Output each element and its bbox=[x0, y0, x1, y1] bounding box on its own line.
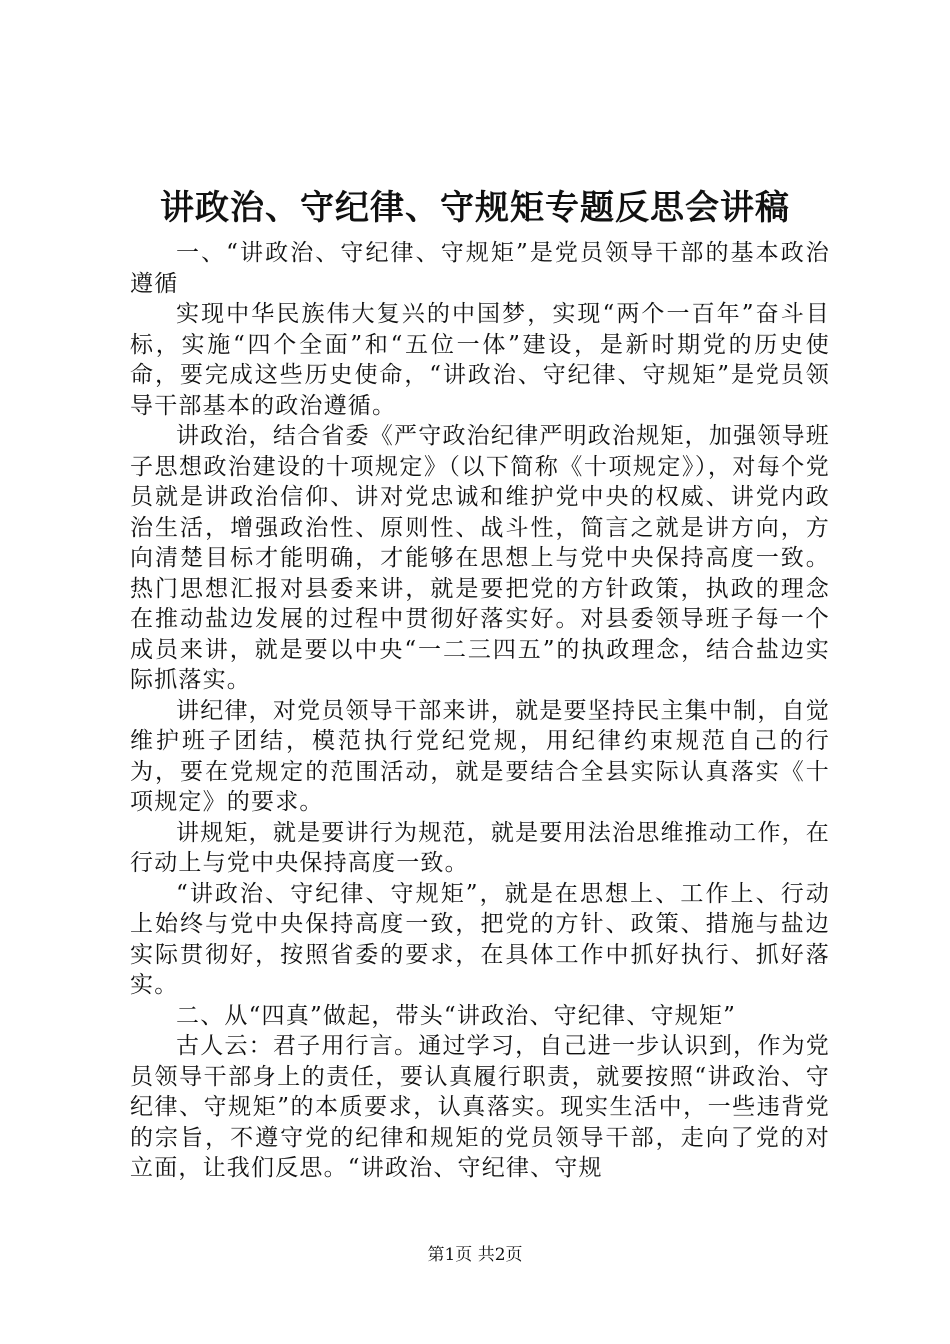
document-body bbox=[130, 238, 830, 1184]
document-title: 讲政治、守纪律、守规矩专题反思会讲稿 bbox=[160, 188, 790, 228]
section-heading-2: 二、从“四真”做起，带头“讲政治、守纪律、守规矩” bbox=[176, 1002, 737, 1029]
body-paragraph: 古人云：君子用行言。通过学习，自己进一步认识到，作为党员领导干部身上的责任，要认真履行职责，就要按照“讲政治、守纪律、守规矩”的本质要求，认真落实。现实生活中，一些违背党的宗旨，不遵守党的纪律和规矩的党员领导干部，走向了党的对立面，让我们反思。“讲政治、守纪律、守规 bbox=[130, 1033, 830, 1181]
body-paragraph: 讲政治，结合省委《严守政治纪律严明政治规矩，加强领导班子思想政治建设的十项规定》（以下简称《十项规定》），对每个党员就是讲政治信仰、讲对党忠诚和维护党中央的权威、讲党内政治生活，增强政治性、原则性、战斗性，简言之就是讲方向，方向清楚目标才能明确，才能够在思想上与党中央保持高度一致。热门思想汇报对县委来讲，就是要把党的方针政策，执政的理念在推动盐边发展的过程中贯彻好落实好。对县委领导班子每一个成员来讲，就是要以中央“一二三四五”的执政理念，结合盐边实际抓落实。 bbox=[130, 423, 830, 693]
section-heading-1: 一、“讲政治、守纪律、守规矩”是党员领导干部的基本政治遵循 bbox=[130, 240, 830, 297]
body-paragraph: 讲规矩，就是要讲行为规范，就是要用法治思维推动工作，在行动上与党中央保持高度一致。 bbox=[130, 819, 830, 876]
body-paragraph: 讲纪律，对党员领导干部来讲，就是要坚持民主集中制，自觉维护班子团结，模范执行党纪党规，用纪律约束规范自己的行为，要在党规定的范围活动，就是要结合全县实际认真落实《十项规定》的要求。 bbox=[130, 697, 830, 815]
page-number-footer: 第1页 共2页 bbox=[427, 1245, 523, 1265]
body-paragraph: “讲政治、守纪律、守规矩”，就是在思想上、工作上、行动上始终与党中央保持高度一致，把党的方针、政策、措施与盐边实际贯彻好，按照省委的要求，在具体工作中抓好执行、抓好落实。 bbox=[130, 880, 830, 998]
body-paragraph: 实现中华民族伟大复兴的中国梦，实现“两个一百年”奋斗目标，实施“四个全面”和“五位一体”建设，是新时期党的历史使命，要完成这些历史使命，“讲政治、守纪律、守规矩”是党员领导干部基本的政治遵循。 bbox=[130, 301, 830, 419]
